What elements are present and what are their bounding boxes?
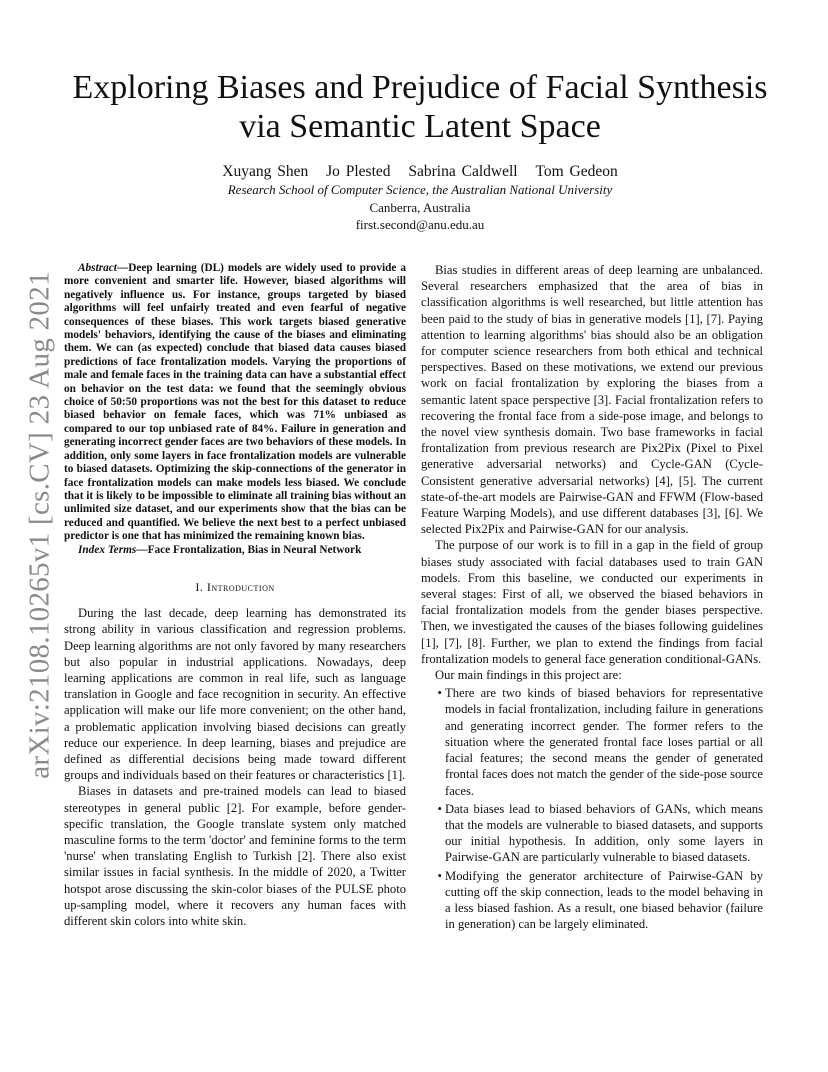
- index-terms: [64, 544, 406, 557]
- abstract-lead: Abstract: [78, 262, 117, 274]
- list-item: • Data biases lead to biased behaviors of GANs, which means that the models are vulnerable to biased datasets, and supports our initial hypothesis. In addition, only some layers in Pairwise-GAN are particularly vulnerable to biased datasets.: [445, 801, 763, 866]
- affiliation-location: Canberra, Australia: [369, 199, 471, 215]
- paper-title: Exploring Biases and Prejudice of Facial Synthesis via Semantic Latent Space: [72, 69, 768, 145]
- section-heading: I. Introduction: [195, 579, 275, 594]
- body-paragraph: Bias studies in different areas of deep learning are unbalanced. Several researchers emphasized that the area of bias in classification algorithms is well researched, but little attention has been paid to the study of bias in generative models [1], [7]. Paying attention to learning algorithms' bias should also be an obligation for computer science researchers from both ethical and technical perspectives. Based on these motivations, we extend our previous work on facial frontalization by exploring the biases from a semantic latent space perspective [3]. Facial frontalization refers to recovering the frontal face from a side-pose image, and belongs to the novel view synthesis domain. Two base frameworks in facial frontalization from previous research are Pix2Pix (Pixel to Pixel generative adversarial networks) and Cycle-GAN (Cycle-Consistent generative adversarial networks) [4], [5]. The current state-of-the-art models are Pairwise-GAN and FFWM (Flow-based Feature Warping Models), and use different databases [3], [6]. We selected Pix2Pix and Pairwise-GAN for our analysis.: [421, 263, 763, 537]
- affiliation-email: first.second@anu.edu.au: [355, 217, 485, 232]
- author-list: [60, 163, 780, 181]
- body-paragraph: The purpose of our work is to fill in a gap in the field of group biases study associated with facial databases used to train GAN models. From this baseline, we conducted our experiments in several stages: First of all, we observed the biased behaviors in facial frontalization models from the gender biases perspective. Then, we investigated the causes of the biases following guidelines [1], [7], [8]. Further, we plan to extend the findings from facial frontalization models to general face generation conditional-GANs.: [421, 538, 763, 666]
- body-paragraph: Our main findings in this project are:: [435, 668, 622, 683]
- index-terms-lead: Index Terms: [78, 543, 137, 556]
- author-name: Xuyang Shen: [222, 163, 309, 180]
- affiliation-institution: Research School of Computer Science, the Australian National University: [227, 182, 613, 197]
- left-column: [64, 262, 406, 929]
- list-item: • There are two kinds of biased behaviors for representative models in facial frontalization, including failure in generations and generating incorrect gender. The former refers to the situation where the generated frontal face loses partial or all facial features; the second means the gender of generated frontal faces does not match the gender of the side-pose source faces.: [445, 685, 763, 798]
- index-terms-text: —Face Frontalization, Bias in Neural Network: [136, 543, 362, 556]
- abstract-text: —Deep learning (DL) models are widely used to provide a more convenient and smarter life. However, biased algorithms will negatively influence us. For instance, groups targeted by biased algorithms will feel unfairly treated and even fearful of negative consequences of these biases. This work targets biased generative models' behaviors, identifying the cause of the biases and eliminating them. We can (as expected) conclude that biased data causes biased predictions of face frontalization models. Varying the proportions of male and female faces in the training data can have a substantial effect on behavior on the test data: we found that the seemingly obvious choice of 50:50 proportions was not the best for this dataset to reduce biased behavior on female faces, which was 71% unbiased as compared to our top unbiased rate of 84%. Failure in generation and generating incorrect gender faces are two behaviors of these models. In addition, only some layers in face frontalization models are vulnerable to biased datasets. Optimizing the skip-connections of the generator in face frontalization models can make models less biased. We conclude that it is likely to be impossible to eliminate all training bias without an unlimited size dataset, and our experiments show that the bias can be reduced and quantified. We believe the next best to a perfect unbiased predictor is one that has minimized the remaining known bias.: [64, 262, 406, 543]
- right-column: [421, 262, 763, 934]
- affiliation-block: [60, 181, 780, 234]
- author-name: Jo Plested: [326, 163, 391, 180]
- abstract: [64, 262, 406, 544]
- arxiv-identifier-text: arXiv:2108.10265v1 [cs.CV] 23 Aug 2021: [23, 271, 56, 779]
- author-name: Tom Gedeon: [535, 163, 618, 180]
- author-name: Sabrina Caldwell: [408, 163, 518, 180]
- arxiv-identifier-stamp: [20, 271, 60, 779]
- body-paragraph: During the last decade, deep learning has demonstrated its strong ability in various classification and regression problems. Deep learning algorithms are not only favored by many researchers but also popular in industrial applications. Nowadays, deep learning applications are common in real life, such as language translation in Google and face recognition in security. An effective application will make our life more convenient; on the other hand, a problematic application involving biased decisions can greatly reduce our experience. In deep learning, biases and prejudice are defined as differential decisions being made toward different groups and individuals based on their features or characteristics [1].: [64, 606, 406, 783]
- list-item: • Modifying the generator architecture of Pairwise-GAN by cutting off the skip connection, leads to the model behaving in a less biased fashion. As a result, one biased behavior (failure in generation) can be largely eliminated.: [445, 868, 763, 933]
- findings-list: [421, 685, 763, 932]
- body-paragraph: Biases in datasets and pre-trained models can lead to biased stereotypes in general public [2]. For example, before gender-specific translation, the Google translate system only matched masculine forms to the term 'doctor' and feminine forms to the term 'nurse' when translating English to Turkish [2]. There also exist similar issues in facial synthesis. In the middle of 2020, a Twitter hotspot arose discussing the skin-color biases of the PULSE photo up-sampling model, where it recovers any human faces with different skin colors into white skin.: [64, 784, 406, 928]
